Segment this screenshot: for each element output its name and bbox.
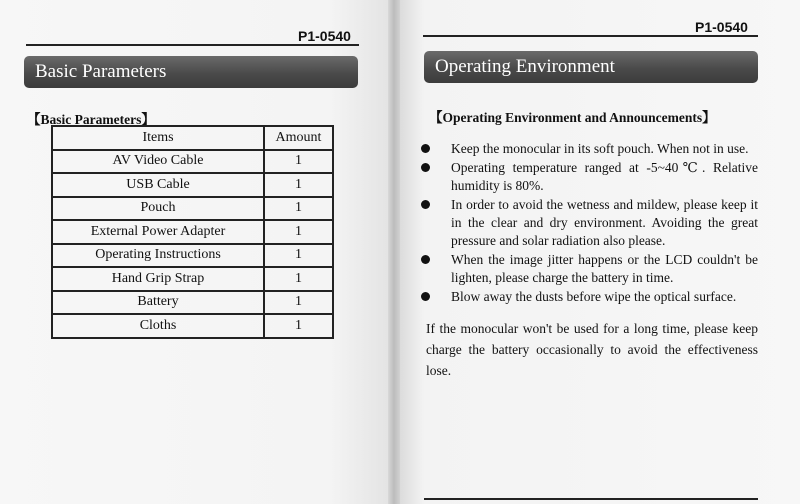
- list-item: [418, 196, 758, 250]
- amount-cell: 1: [264, 291, 333, 315]
- left-page: [0, 0, 388, 504]
- list-item: [418, 288, 758, 306]
- table-header-row: [52, 126, 333, 150]
- list-item: [418, 140, 758, 158]
- section-banner: Operating Environment: [424, 51, 758, 83]
- table-row: [52, 150, 333, 174]
- item-cell: USB Cable: [52, 173, 264, 197]
- table-row: [52, 267, 333, 291]
- closing-paragraph: If the monocular won't be used for a long time, please keep charge the battery occasionally to avoid the effectiveness lose.: [426, 321, 758, 378]
- item-cell: Pouch: [52, 197, 264, 221]
- amount-cell: 1: [264, 267, 333, 291]
- item-cell: AV Video Cable: [52, 150, 264, 174]
- footer-rule: [424, 498, 758, 500]
- header-rule: [423, 35, 758, 37]
- amount-cell: 1: [264, 197, 333, 221]
- list-item-text: Operating temperature ranged at -5~40℃. Relative humidity is 80%.: [451, 160, 758, 193]
- amount-cell: 1: [264, 220, 333, 244]
- table-row: [52, 197, 333, 221]
- bullet-icon: [421, 163, 430, 172]
- list-item-text: When the image jitter happens or the LCD couldn't be lighten, please charge the battery in time.: [451, 252, 758, 285]
- parameters-table: [51, 125, 334, 339]
- section-title: 【Operating Environment and Announcements】: [429, 110, 716, 125]
- amount-cell: 1: [264, 150, 333, 174]
- page-code: P1-0540: [695, 19, 748, 35]
- bullet-icon: [421, 255, 430, 264]
- item-cell: Battery: [52, 291, 264, 315]
- bullet-icon: [421, 144, 430, 153]
- column-header-items: Items: [52, 126, 264, 150]
- table-row: [52, 314, 333, 338]
- amount-cell: 1: [264, 173, 333, 197]
- bullet-icon: [421, 200, 430, 209]
- table-row: [52, 173, 333, 197]
- item-cell: Operating Instructions: [52, 244, 264, 268]
- column-header-amount: Amount: [264, 126, 333, 150]
- amount-cell: 1: [264, 244, 333, 268]
- item-cell: Hand Grip Strap: [52, 267, 264, 291]
- section-title: 【Basic Parameters】: [27, 112, 155, 127]
- bullet-icon: [421, 292, 430, 301]
- item-cell: Cloths: [52, 314, 264, 338]
- section-banner: Basic Parameters: [24, 56, 358, 88]
- list-item-text: Keep the monocular in its soft pouch. When not in use.: [451, 141, 749, 156]
- announcement-list: [418, 140, 758, 307]
- book-gutter: [388, 0, 400, 504]
- list-item-text: Blow away the dusts before wipe the optical surface.: [451, 289, 737, 304]
- list-item: [418, 251, 758, 287]
- item-cell: External Power Adapter: [52, 220, 264, 244]
- list-item: [418, 159, 758, 195]
- table-row: [52, 291, 333, 315]
- page-code: P1-0540: [298, 28, 351, 44]
- header-rule: [26, 44, 359, 46]
- table-row: [52, 220, 333, 244]
- amount-cell: 1: [264, 314, 333, 338]
- table-row: [52, 244, 333, 268]
- list-item-text: In order to avoid the wetness and mildew, please keep it in the clear and dry environment. Avoiding the great pressure and solar radiation also please.: [451, 197, 758, 248]
